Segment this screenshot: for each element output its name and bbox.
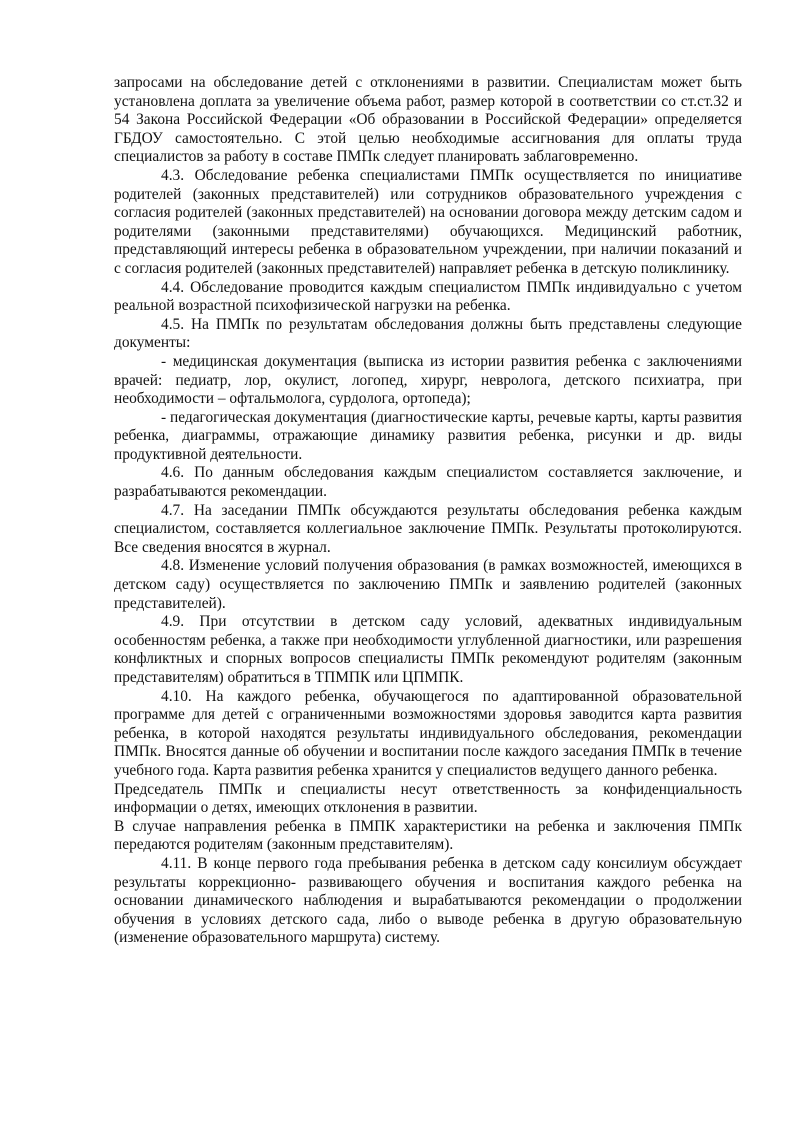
paragraph-4-7: 4.7. На заседании ПМПк обсуждаются результаты обследования ребенка каждым специалистом, составляется коллегиальное заключение ПМПк. Результаты протоколируются. Все сведения вносятся в журнал. [114,501,742,556]
paragraph-4-8: 4.8. Изменение условий получения образования (в рамках возможностей, имеющихся в детском саду) осуществляется по заключению ПМПк и заявлению родителей (законных представителей). [114,557,742,612]
paragraph-4-9: 4.9. При отсутствии в детском саду условий, адекватных индивидуальным особенностям ребенка, а также при необходимости углубленной диагностики, или разрешения конфликтных и спорных вопросов специалисты ПМПк рекомендуют родителям (законным представителям) обратиться в ТПМПК или ЦПМПК. [114,613,742,686]
paragraph-4-5: 4.5. На ПМПк по результатам обследования должны быть представлены следующие документы: [114,315,742,352]
paragraph-funding: запросами на обследование детей с отклонениями в развитии. Специалистам может быть установлена доплата за увеличение объема работ, размер которой в соответствии со ст.ст.32 и 54 Закона Российской Федерации «Об образовании в Российской Федерации» определяется ГБДОУ самостоятельно. С этой целью необходимые ассигнования для оплаты труда специалистов за работу в составе ПМПк следует планировать заблаговременно. [114,74,742,166]
paragraph-4-11: 4.11. В конце первого года пребывания ребенка в детском саду консилиум обсуждает результаты коррекционно- развивающего обучения и воспитания каждого ребенка на основании динамического наблюдения и вырабатываются рекомендации о продолжении обучения в условиях детского сада, либо о выводе ребенка в другую образовательную (изменение образовательного маршрута) систему. [114,854,742,947]
paragraph-4-6: 4.6. По данным обследования каждым специалистом составляется заключение, и разрабатываются рекомендации. [114,464,742,501]
paragraph-4-4: 4.4. Обследование проводится каждым специалистом ПМПк индивидуально с учетом реальной возрастной психофизической нагрузки на ребенка. [114,278,742,315]
paragraph-referral: В случае направления ребенка в ПМПК характеристики на ребенка и заключения ПМПк передаются родителям (законным представителям). [114,817,742,854]
paragraph-pedagogical-docs: - педагогическая документация (диагностические карты, речевые карты, карты развития ребенка, диаграммы, отражающие динамику развития ребенка, рисунки и др. виды продуктивной деятельности. [114,408,742,463]
paragraph-chairman: Председатель ПМПк и специалисты несут ответственность за конфиденциальность информации о детях, имеющих отклонения в развитии. [114,780,742,817]
paragraph-4-10: 4.10. На каждого ребенка, обучающегося по адаптированной образовательной программе для детей с ограниченными возможностями здоровья заводится карта развития ребенка, в которой находятся результаты индивидуального обследования, рекомендации ПМПк. Вносятся данные об обучении и воспитании после каждого заседания ПМПк в течение учебного года. Карта развития ребенка хранится у специалистов ведущего данного ребенка. [114,687,742,779]
paragraph-medical-docs: - медицинская документация (выписка из истории развития ребенка с заключениями врачей: педиатр, лор, окулист, логопед, хирург, невролога, детского психиатра, при необходимости – офтальмолога, сурдолога, ортопеда); [114,352,742,408]
document-page [114,74,742,948]
paragraph-4-3: 4.3. Обследование ребенка специалистами ПМПк осуществляется по инициативе родителей (законных представителей) или сотрудников образовательного учреждения с согласия родителей (законных представителей) на основании договора между детским садом и родителями (законными представителями) обучающихся. Медицинский работник, представляющий интересы ребенка в образовательном учреждении, при наличии показаний и с согласия родителей (законных представителей) направляет ребенка в детскую поликлинику. [114,166,742,277]
